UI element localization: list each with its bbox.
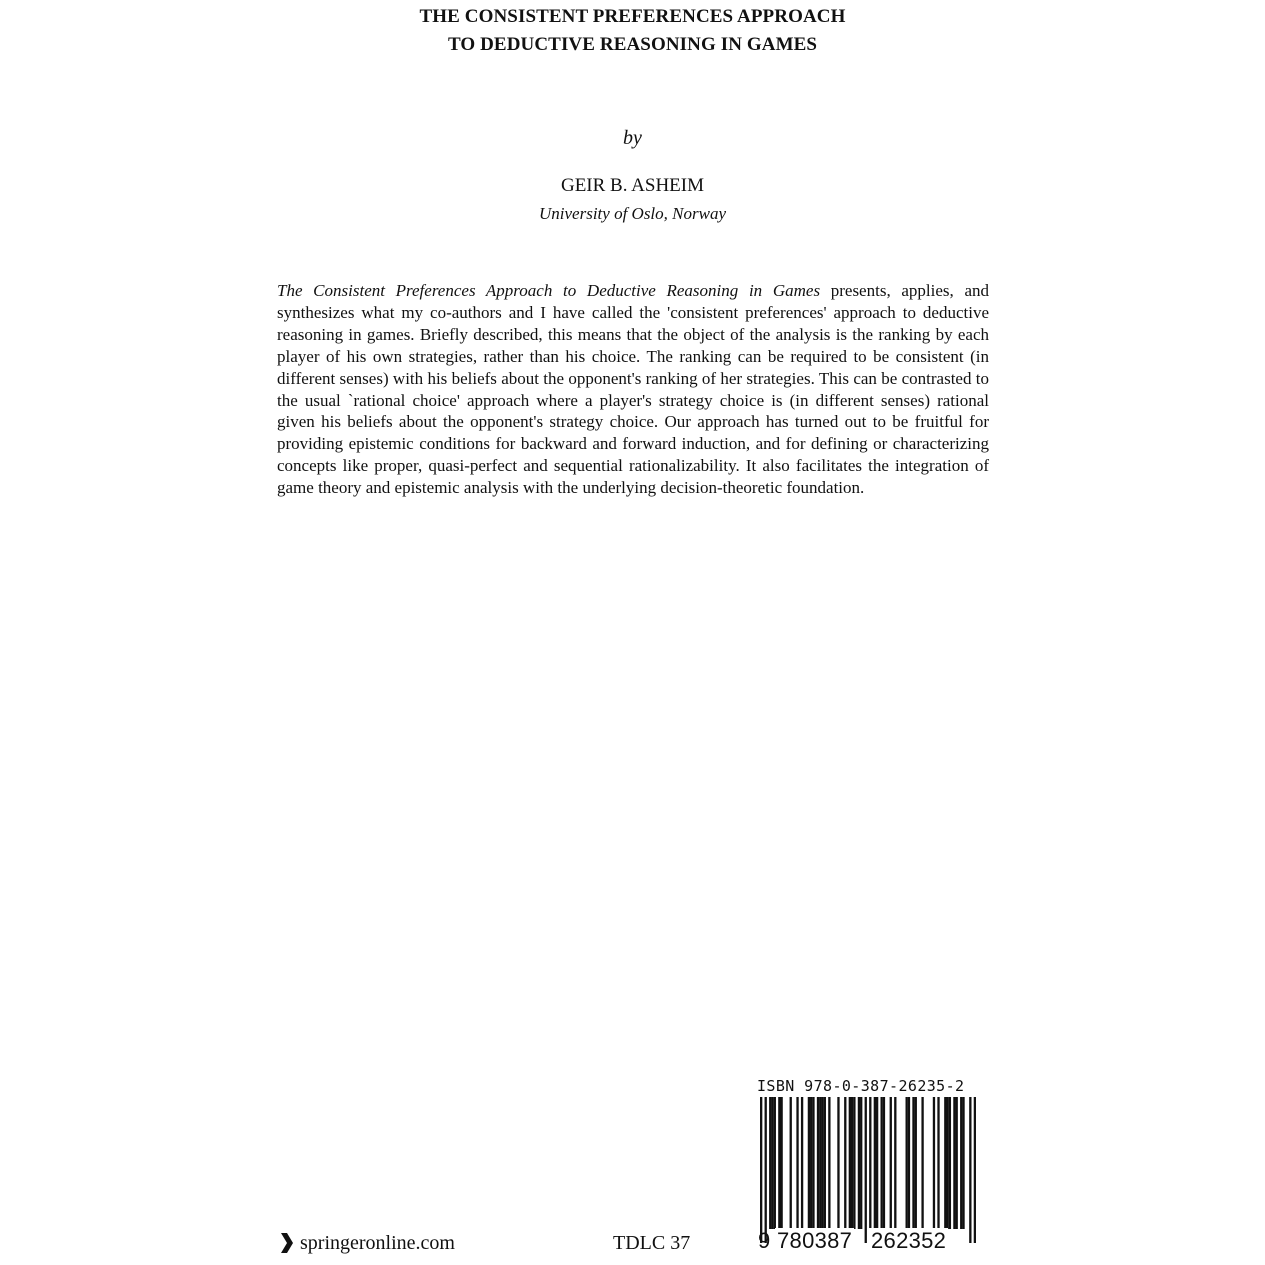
abstract-text: presents, applies, and synthesizes what my co-authors and I have called the 'consistent preferences' approach to deductive reasoning in games. Briefly described, this means that the object of the analysis is the ranking by each player of his own strategies, rather than his choice. The ranking can be required to be consistent (in different senses) with his beliefs about the opponent's ranking of her strategies. This can be contrasted to the usual `rational choice' approach where a player's strategy choice is (in different senses) rational given his beliefs about the opponent's strategy choice. Our approach has turned out to be fruitful for providing epistemic conditions for backward and forward induction, and for defining or characterizing concepts like proper, quasi-perfect and sequential rationalizability. It also facilitates the integration of game theory and epistemic analysis with the underlying decision-theoretic foundation. [277, 281, 989, 498]
author-affiliation: University of Oslo, Norway [539, 204, 726, 223]
barcode-bar [828, 1097, 830, 1229]
barcode-bar [962, 1097, 964, 1229]
barcode-bar [953, 1097, 955, 1229]
barcode-bar [810, 1097, 812, 1229]
isbn-number: ISBN 978-0-387-26235-2 [757, 1077, 965, 1095]
barcode-bar [769, 1097, 771, 1229]
barcode-digit-first: 9 [758, 1228, 771, 1253]
barcode-bar [860, 1097, 862, 1229]
barcode-bar [780, 1097, 782, 1229]
barcode-bar [946, 1097, 948, 1229]
barcode-bar [790, 1097, 792, 1229]
barcode-bar [908, 1097, 910, 1229]
back-cover-abstract [277, 280, 989, 499]
barcode-bar [796, 1097, 798, 1229]
barcode-bar [808, 1097, 810, 1229]
barcode-bar [876, 1097, 878, 1229]
barcode-bar [894, 1097, 896, 1229]
barcode-bar [915, 1097, 917, 1229]
barcode-digits-left: 780387 [777, 1228, 853, 1253]
book-title-line-2: TO DEDUCTIVE REASONING IN GAMES [447, 34, 818, 55]
barcode-bar [937, 1097, 939, 1229]
barcode-bar [974, 1097, 976, 1243]
barcode-bar [851, 1097, 853, 1229]
barcode-bar [765, 1097, 767, 1243]
barcode-bar [969, 1097, 971, 1243]
barcode-bar [821, 1097, 823, 1229]
barcode-bar [933, 1097, 935, 1229]
barcode-bar [771, 1097, 773, 1229]
barcode-bar [960, 1097, 962, 1229]
barcode-bar [817, 1097, 819, 1229]
barcode-bar [890, 1097, 892, 1229]
publisher-link[interactable] [280, 1230, 455, 1256]
barcode-bar [844, 1097, 846, 1229]
barcode-bar [883, 1097, 885, 1229]
chevron-right-icon [280, 1232, 294, 1254]
barcode-bar [874, 1097, 876, 1229]
series-code: TDLC 37 [613, 1232, 691, 1254]
barcode-bar [778, 1097, 780, 1229]
barcode-bar [949, 1097, 951, 1229]
barcode-bar [944, 1097, 946, 1229]
barcode-digits-right: 262352 [871, 1228, 947, 1253]
barcode-bar [858, 1097, 860, 1229]
barcode-bar [881, 1097, 883, 1229]
barcode-bar [837, 1097, 839, 1229]
barcode-bar [760, 1097, 762, 1243]
publisher-url[interactable]: springeronline.com [300, 1232, 455, 1254]
barcode-bar [906, 1097, 908, 1229]
barcode-bar [774, 1097, 776, 1229]
barcode-bar [812, 1097, 814, 1229]
book-title-line-1: THE CONSISTENT PREFERENCES APPROACH [419, 6, 846, 27]
barcode-bar [865, 1097, 867, 1243]
isbn-barcode [760, 1097, 976, 1243]
barcode-bar [956, 1097, 958, 1229]
barcode-bar [921, 1097, 923, 1229]
by-label: by [623, 127, 642, 149]
abstract-book-title: The Consistent Preferences Approach to Deductive Reasoning in Games [277, 281, 821, 300]
barcode-bar [849, 1097, 851, 1229]
barcode-bar [853, 1097, 855, 1229]
barcode-bar [819, 1097, 821, 1229]
barcode-bar [801, 1097, 803, 1229]
author-name: GEIR B. ASHEIM [560, 175, 705, 196]
barcode-bar [912, 1097, 914, 1229]
barcode-bar [869, 1097, 871, 1243]
barcode-bar [824, 1097, 826, 1229]
